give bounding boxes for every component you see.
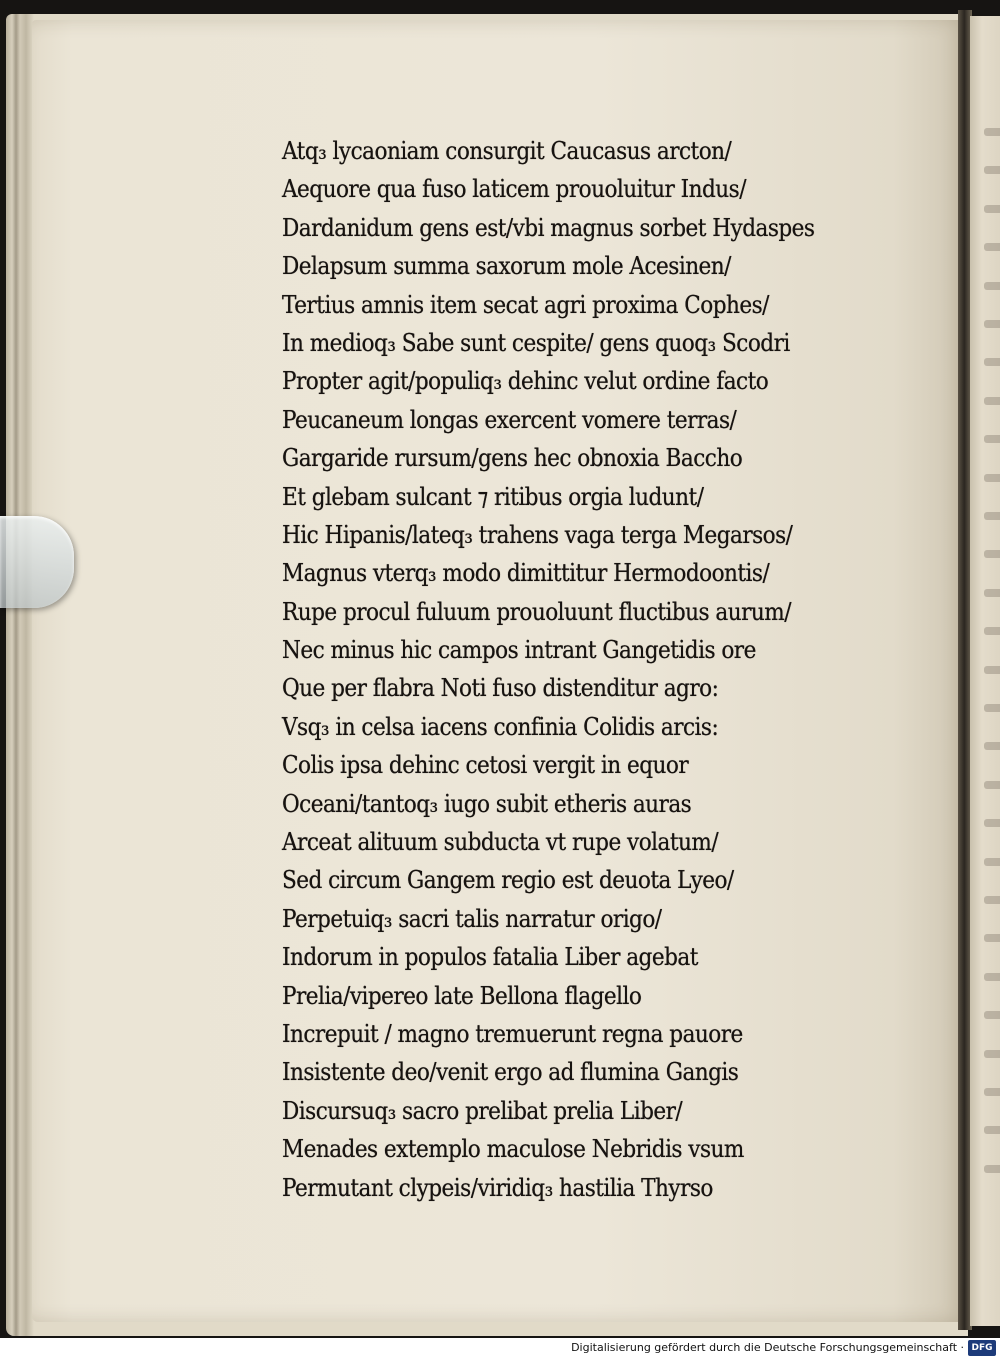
verse-line: Atq₃ lycaoniam consurgit Caucasus arcton/	[282, 137, 732, 165]
show-through-mark	[984, 358, 1000, 366]
show-through-mark	[984, 973, 1000, 981]
verse-line: Que per flabra Noti fuso distenditur agro:	[282, 674, 719, 703]
funding-credit: Digitalisierung gefördert durch die Deutsche Forschungsgemeinschaft ·	[571, 1341, 964, 1354]
show-through-mark	[984, 320, 1000, 328]
verse-line: In medioq₃ Sabe sunt cespite/ gens quoq₃ Scodri	[282, 328, 790, 357]
show-through-mark	[984, 282, 1000, 290]
facing-page-edge	[970, 16, 1000, 1326]
verse-line: Rupe procul fuluum prouoluunt fluctibus aurum/	[282, 597, 791, 626]
show-through-mark	[984, 550, 1000, 558]
verse-line: Indorum in populos fatalia Liber agebat	[282, 943, 698, 972]
verse-line: Prelia/vipereo late Bellona flagello	[282, 981, 642, 1010]
show-through-mark	[984, 934, 1000, 942]
verse-line: Insistente deo/venit ergo ad flumina Gangis	[282, 1058, 739, 1087]
verse-line: Magnus vterq₃ modo dimittitur Hermodoontis/	[282, 559, 770, 588]
show-through-mark	[984, 589, 1000, 597]
page-clamp	[0, 516, 74, 608]
show-through-mark	[984, 1011, 1000, 1019]
show-through-mark	[984, 512, 1000, 520]
dfg-logo: DFG	[968, 1340, 996, 1356]
verse-line: Oceani/tantoq₃ iugo subit etheris auras	[282, 789, 692, 818]
show-through-mark	[984, 1126, 1000, 1134]
show-through-mark	[984, 243, 1000, 251]
show-through-mark	[984, 896, 1000, 904]
show-through-mark	[984, 666, 1000, 674]
verse-line: Nec minus hic campos intrant Gangetidis ore	[282, 636, 756, 665]
verse-line: Colis ipsa dehinc cetosi vergit in equor	[282, 751, 689, 780]
show-through-mark	[984, 128, 1000, 136]
verse-line: Hic Hipanis/lateq₃ trahens vaga terga Megarsos/	[282, 520, 793, 549]
footer-bar	[0, 1338, 1000, 1359]
verse-line: Gargaride rursum/gens hec obnoxia Baccho	[282, 444, 743, 473]
show-through-mark	[984, 704, 1000, 712]
verse-line: Delapsum summa saxorum mole Acesinen/	[282, 252, 731, 281]
show-through-mark	[984, 781, 1000, 789]
show-through-mark	[984, 742, 1000, 750]
verse-line: Sed circum Gangem regio est deuota Lyeo/	[282, 866, 734, 895]
show-through-mark	[984, 205, 1000, 213]
show-through-mark	[984, 1050, 1000, 1058]
show-through-mark	[984, 435, 1000, 443]
show-through-mark	[984, 1165, 1000, 1173]
verse-line: Perpetuiq₃ sacri talis narratur origo/	[282, 904, 662, 933]
verse-line: Propter agit/populiq₃ dehinc velut ordine facto	[282, 367, 769, 396]
show-through-mark	[984, 819, 1000, 827]
verse-line: Dardanidum gens est/vbi magnus sorbet Hydaspes	[282, 213, 815, 242]
show-through-mark	[984, 166, 1000, 174]
verse-line: Permutant clypeis/viridiq₃ hastilia Thyrso	[282, 1173, 713, 1202]
verse-line: Et glebam sulcant ⁊ ritibus orgia ludunt/	[282, 482, 704, 511]
verse-line: Tertius amnis item secat agri proxima Cophes/	[282, 290, 769, 319]
show-through-mark	[984, 627, 1000, 635]
verse-line: Peucaneum longas exercent vomere terras/	[282, 405, 737, 434]
show-through-mark	[984, 474, 1000, 482]
verse-line: Arceat alituum subducta vt rupe volatum/	[282, 828, 719, 857]
verse-line: Discursuq₃ sacro prelibat prelia Liber/	[282, 1096, 683, 1125]
verse-line: Aequore qua fuso laticem prouoluitur Indus/	[282, 175, 746, 204]
show-through-mark	[984, 397, 1000, 405]
verse-line: Menades extemplo maculose Nebridis vsum	[282, 1135, 744, 1164]
verse-line: Increpuit / magno tremuerunt regna pauore	[282, 1019, 743, 1048]
show-through-mark	[984, 1088, 1000, 1096]
show-through-mark	[984, 858, 1000, 866]
verse-line: Vsq₃ in celsa iacens confinia Colidis arcis:	[282, 712, 719, 741]
verse-block	[282, 132, 882, 1207]
book-page	[32, 20, 968, 1322]
